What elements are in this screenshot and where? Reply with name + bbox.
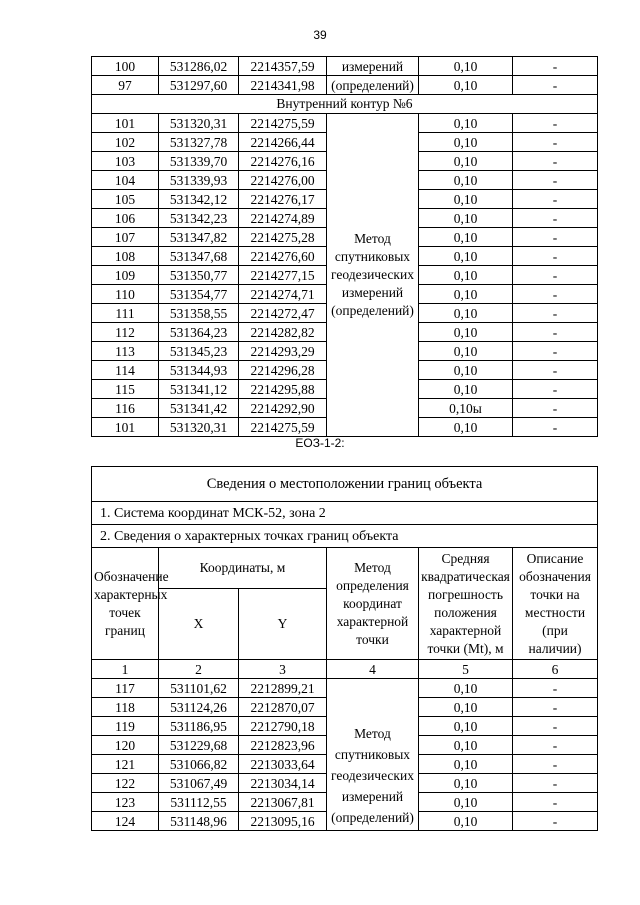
coord-x: 531342,12 <box>159 190 239 209</box>
error-value: 0,10 <box>419 171 513 190</box>
coord-y: 2212790,18 <box>239 717 327 736</box>
table-row <box>92 114 598 133</box>
description-value: - <box>513 171 598 190</box>
header-method: Метод определения координат характерной точки <box>327 548 419 660</box>
description-value: - <box>513 304 598 323</box>
col-number: 5 <box>419 660 513 679</box>
coord-x: 531339,70 <box>159 152 239 171</box>
point-number: 122 <box>92 774 159 793</box>
coord-x: 531229,68 <box>159 736 239 755</box>
coord-x: 531344,93 <box>159 361 239 380</box>
table-row <box>92 57 598 76</box>
point-number: 114 <box>92 361 159 380</box>
error-value: 0,10 <box>419 755 513 774</box>
point-number: 123 <box>92 793 159 812</box>
description-value: - <box>513 361 598 380</box>
coord-x: 531354,77 <box>159 285 239 304</box>
error-value: 0,10 <box>419 342 513 361</box>
error-value: 0,10 <box>419 812 513 831</box>
header-y: Y <box>239 589 327 660</box>
point-number: 104 <box>92 171 159 190</box>
col-number: 2 <box>159 660 239 679</box>
coord-x: 531341,12 <box>159 380 239 399</box>
point-number: 103 <box>92 152 159 171</box>
table-title: Сведения о местоположении границ объекта <box>92 467 598 502</box>
error-value: 0,10 <box>419 380 513 399</box>
point-number: 120 <box>92 736 159 755</box>
error-value: 0,10 <box>419 717 513 736</box>
error-value: 0,10 <box>419 247 513 266</box>
coord-x: 531364,23 <box>159 323 239 342</box>
coord-y: 2213095,16 <box>239 812 327 831</box>
point-number: 101 <box>92 418 159 437</box>
coord-x: 531297,60 <box>159 76 239 95</box>
col-number: 3 <box>239 660 327 679</box>
point-number: 109 <box>92 266 159 285</box>
point-number: 106 <box>92 209 159 228</box>
coord-y: 2214341,98 <box>239 76 327 95</box>
coord-x: 531320,31 <box>159 418 239 437</box>
coord-y: 2214272,47 <box>239 304 327 323</box>
error-value: 0,10 <box>419 304 513 323</box>
coord-x: 531327,78 <box>159 133 239 152</box>
description-value: - <box>513 418 598 437</box>
coord-y: 2212899,21 <box>239 679 327 698</box>
description-value: - <box>513 209 598 228</box>
point-number: 115 <box>92 380 159 399</box>
point-number: 117 <box>92 679 159 698</box>
description-value: - <box>513 57 598 76</box>
point-number: 107 <box>92 228 159 247</box>
description-value: - <box>513 399 598 418</box>
object-boundaries-table <box>91 466 598 831</box>
method-cell: (определений) <box>327 76 419 95</box>
header-error: Средняя квадратическая погрешность положения характерной точки (Mt), м <box>419 548 513 660</box>
coord-y: 2214274,71 <box>239 285 327 304</box>
coord-y: 2212870,07 <box>239 698 327 717</box>
coord-x: 531341,42 <box>159 399 239 418</box>
description-value: - <box>513 228 598 247</box>
coord-x: 531186,95 <box>159 717 239 736</box>
error-value: 0,10 <box>419 152 513 171</box>
point-number: 112 <box>92 323 159 342</box>
coord-y: 2214293,29 <box>239 342 327 361</box>
method-cell: Метод спутниковых геодезических измерений (определений) <box>327 679 419 831</box>
description-value: - <box>513 323 598 342</box>
error-value: 0,10 <box>419 114 513 133</box>
point-number: 102 <box>92 133 159 152</box>
point-number: 116 <box>92 399 159 418</box>
coord-x: 531339,93 <box>159 171 239 190</box>
table2-body <box>92 679 598 831</box>
description-value: - <box>513 266 598 285</box>
coord-x: 531286,02 <box>159 57 239 76</box>
col-number: 6 <box>513 660 598 679</box>
coord-x: 531347,68 <box>159 247 239 266</box>
error-value: 0,10ы <box>419 399 513 418</box>
section-caption: ЕОЗ-1-2: <box>295 436 345 450</box>
col-number: 4 <box>327 660 419 679</box>
error-value: 0,10 <box>419 679 513 698</box>
point-number: 119 <box>92 717 159 736</box>
coord-y: 2214296,28 <box>239 361 327 380</box>
error-value: 0,10 <box>419 736 513 755</box>
error-value: 0,10 <box>419 209 513 228</box>
error-value: 0,10 <box>419 361 513 380</box>
description-value: - <box>513 793 598 812</box>
description-value: - <box>513 380 598 399</box>
error-value: 0,10 <box>419 57 513 76</box>
error-value: 0,10 <box>419 76 513 95</box>
coord-y: 2214266,44 <box>239 133 327 152</box>
table1-body <box>92 57 598 437</box>
description-value: - <box>513 736 598 755</box>
error-value: 0,10 <box>419 698 513 717</box>
error-value: 0,10 <box>419 418 513 437</box>
error-value: 0,10 <box>419 133 513 152</box>
coordinate-system: 1. Система координат МСК-52, зона 2 <box>92 502 598 525</box>
error-value: 0,10 <box>419 774 513 793</box>
header-description: Описание обозначения точки на местности (при наличии) <box>513 548 598 660</box>
point-number: 110 <box>92 285 159 304</box>
error-value: 0,10 <box>419 285 513 304</box>
coord-y: 2214275,59 <box>239 418 327 437</box>
coord-y: 2214276,00 <box>239 171 327 190</box>
table-row <box>92 679 598 698</box>
description-value: - <box>513 342 598 361</box>
coord-x: 531345,23 <box>159 342 239 361</box>
coord-x: 531101,62 <box>159 679 239 698</box>
column-numbers-row <box>92 660 598 679</box>
error-value: 0,10 <box>419 228 513 247</box>
point-number: 113 <box>92 342 159 361</box>
description-value: - <box>513 190 598 209</box>
method-cell: измерений <box>327 57 419 76</box>
col-number: 1 <box>92 660 159 679</box>
coord-x: 531342,23 <box>159 209 239 228</box>
coord-y: 2213033,64 <box>239 755 327 774</box>
header-coordinates: Координаты, м <box>159 548 327 589</box>
description-value: - <box>513 76 598 95</box>
description-value: - <box>513 774 598 793</box>
coord-x: 531067,49 <box>159 774 239 793</box>
coord-x: 531350,77 <box>159 266 239 285</box>
point-number: 105 <box>92 190 159 209</box>
page-number: 39 <box>313 28 327 42</box>
coord-y: 2214357,59 <box>239 57 327 76</box>
description-value: - <box>513 133 598 152</box>
description-value: - <box>513 247 598 266</box>
coord-y: 2214292,90 <box>239 399 327 418</box>
point-number: 101 <box>92 114 159 133</box>
point-number: 97 <box>92 76 159 95</box>
error-value: 0,10 <box>419 323 513 342</box>
coord-x: 531066,82 <box>159 755 239 774</box>
description-value: - <box>513 285 598 304</box>
point-number: 124 <box>92 812 159 831</box>
coord-y: 2214274,89 <box>239 209 327 228</box>
coord-y: 2212823,96 <box>239 736 327 755</box>
coord-y: 2214275,59 <box>239 114 327 133</box>
coord-x: 531148,96 <box>159 812 239 831</box>
error-value: 0,10 <box>419 190 513 209</box>
method-cell: Метод спутниковых геодезических измерений (определений) <box>327 114 419 437</box>
description-value: - <box>513 755 598 774</box>
table-row <box>92 76 598 95</box>
point-number: 108 <box>92 247 159 266</box>
coord-y: 2214282,82 <box>239 323 327 342</box>
coord-y: 2214276,16 <box>239 152 327 171</box>
coordinates-table-continued <box>91 56 598 437</box>
coord-y: 2213067,81 <box>239 793 327 812</box>
coord-y: 2214275,28 <box>239 228 327 247</box>
description-value: - <box>513 679 598 698</box>
point-number: 118 <box>92 698 159 717</box>
coord-x: 531320,31 <box>159 114 239 133</box>
description-value: - <box>513 717 598 736</box>
coord-x: 531112,55 <box>159 793 239 812</box>
coord-y: 2214277,15 <box>239 266 327 285</box>
error-value: 0,10 <box>419 266 513 285</box>
description-value: - <box>513 114 598 133</box>
description-value: - <box>513 152 598 171</box>
description-value: - <box>513 698 598 717</box>
coord-y: 2213034,14 <box>239 774 327 793</box>
coord-x: 531124,26 <box>159 698 239 717</box>
contour-subheader: Внутренний контур №6 <box>92 95 598 114</box>
coord-x: 531347,82 <box>159 228 239 247</box>
point-number: 100 <box>92 57 159 76</box>
header-x: X <box>159 589 239 660</box>
point-number: 121 <box>92 755 159 774</box>
description-value: - <box>513 812 598 831</box>
coord-x: 531358,55 <box>159 304 239 323</box>
error-value: 0,10 <box>419 793 513 812</box>
section-title: 2. Сведения о характерных точках границ объекта <box>92 525 598 548</box>
point-number: 111 <box>92 304 159 323</box>
coord-y: 2214276,17 <box>239 190 327 209</box>
header-designation: Обозначение характерных точек границ <box>92 548 159 660</box>
coord-y: 2214295,88 <box>239 380 327 399</box>
coord-y: 2214276,60 <box>239 247 327 266</box>
